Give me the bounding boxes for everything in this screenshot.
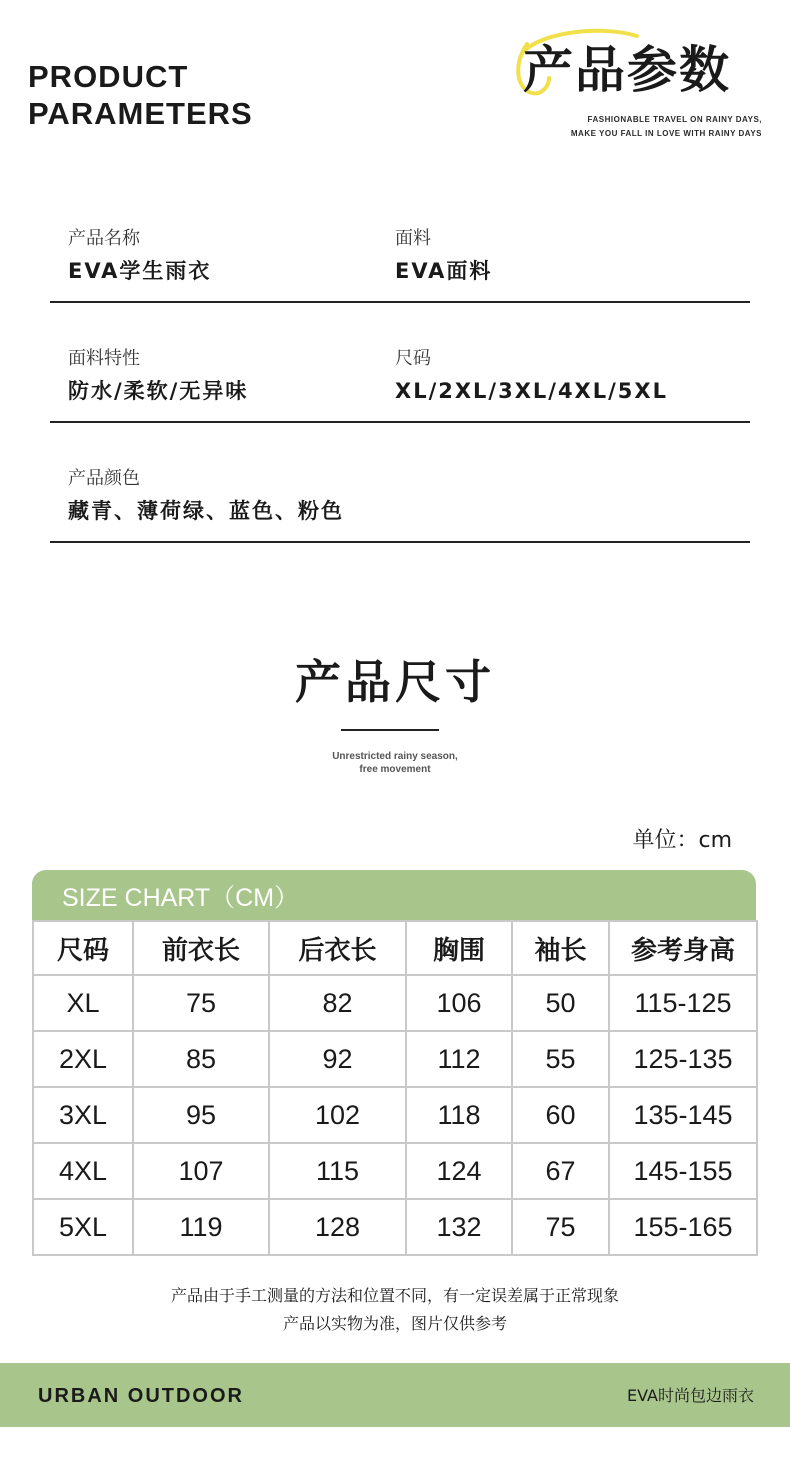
size-section-subtitle-line1: Unrestricted rainy season, — [332, 751, 458, 762]
header-tagline — [571, 113, 762, 141]
table-row — [33, 1031, 757, 1087]
param-divider — [50, 541, 750, 543]
param-label: 尺码 — [395, 348, 431, 369]
table-row — [33, 975, 757, 1031]
table-cell: 124 — [406, 1143, 512, 1199]
size-chart-table — [32, 920, 758, 1256]
table-cell: 119 — [133, 1199, 269, 1255]
footer-brand: URBAN OUTDOOR — [38, 1385, 244, 1407]
param-label: 面料 — [395, 228, 431, 249]
header-title-en-line1: PRODUCT — [28, 59, 189, 94]
table-row — [33, 1143, 757, 1199]
table-header-row — [33, 921, 757, 975]
param-value: XL/2XL/3XL/4XL/5XL — [395, 379, 668, 403]
header-tagline-line2: MAKE YOU FALL IN LOVE WITH RAINY DAYS — [570, 129, 762, 138]
table-cell: 155-165 — [609, 1199, 757, 1255]
table-cell: 82 — [269, 975, 406, 1031]
header-tagline-line1: FASHIONABLE TRAVEL ON RAINY DAYS, — [587, 115, 762, 124]
table-cell: 128 — [269, 1199, 406, 1255]
table-cell: 75 — [133, 975, 269, 1031]
table-cell: 145-155 — [609, 1143, 757, 1199]
param-value: 藏青、薄荷绿、蓝色、粉色 — [68, 499, 344, 523]
param-colors — [68, 467, 344, 525]
table-cell: 4XL — [33, 1143, 133, 1199]
table-cell: 3XL — [33, 1087, 133, 1143]
table-cell: 115-125 — [609, 975, 757, 1031]
table-cell: 112 — [406, 1031, 512, 1087]
table-cell: 92 — [269, 1031, 406, 1087]
unit-label: 单位：cm — [632, 828, 732, 853]
footer-bar — [0, 1363, 790, 1427]
param-value: 防水/柔软/无异味 — [68, 379, 249, 403]
note-line2: 产品以实物为准，图片仅供参考 — [282, 1314, 507, 1333]
header-title-en — [28, 58, 253, 132]
size-chart-title: SIZE CHART（CM） — [32, 870, 756, 920]
size-section-underline — [341, 729, 439, 731]
param-divider — [50, 301, 750, 303]
table-cell: 55 — [512, 1031, 609, 1087]
size-chart — [32, 870, 756, 1256]
header-title-cn-block — [505, 22, 775, 107]
param-divider — [50, 421, 750, 423]
table-cell: 2XL — [33, 1031, 133, 1087]
table-cell: 125-135 — [609, 1031, 757, 1087]
table-cell: XL — [33, 975, 133, 1031]
table-cell: 85 — [133, 1031, 269, 1087]
param-label: 面料特性 — [68, 348, 140, 369]
param-value: EVA学生雨衣 — [68, 259, 212, 283]
param-sizes — [395, 347, 668, 405]
column-header: 尺码 — [33, 921, 133, 975]
size-section-subtitle-line2: free movement — [359, 764, 431, 775]
table-cell: 135-145 — [609, 1087, 757, 1143]
table-row — [33, 1199, 757, 1255]
param-fabric — [395, 227, 492, 285]
param-label: 产品颜色 — [68, 468, 140, 489]
table-row — [33, 1087, 757, 1143]
table-cell: 75 — [512, 1199, 609, 1255]
param-label: 产品名称 — [68, 228, 140, 249]
note-line1: 产品由于手工测量的方法和位置不同，有一定误差属于正常现象 — [170, 1286, 619, 1305]
table-cell: 106 — [406, 975, 512, 1031]
table-cell: 107 — [133, 1143, 269, 1199]
size-section-title: 产品尺寸 — [295, 655, 495, 709]
header-title-cn: 产品参数 — [523, 41, 731, 99]
column-header: 后衣长 — [269, 921, 406, 975]
footer-product: EVA时尚包边雨衣 — [627, 1386, 754, 1405]
column-header: 前衣长 — [133, 921, 269, 975]
table-cell: 60 — [512, 1087, 609, 1143]
table-cell: 102 — [269, 1087, 406, 1143]
table-cell: 67 — [512, 1143, 609, 1199]
column-header: 袖长 — [512, 921, 609, 975]
size-section-subtitle — [0, 750, 790, 776]
column-header: 胸围 — [406, 921, 512, 975]
table-cell: 95 — [133, 1087, 269, 1143]
table-cell: 118 — [406, 1087, 512, 1143]
table-cell: 5XL — [33, 1199, 133, 1255]
param-fabric-features — [68, 347, 248, 405]
param-product-name — [68, 227, 211, 285]
param-value: EVA面料 — [395, 259, 493, 283]
table-cell: 115 — [269, 1143, 406, 1199]
header-title-en-line2: PARAMETERS — [28, 96, 253, 131]
table-cell: 132 — [406, 1199, 512, 1255]
table-cell: 50 — [512, 975, 609, 1031]
column-header: 参考身高 — [609, 921, 757, 975]
